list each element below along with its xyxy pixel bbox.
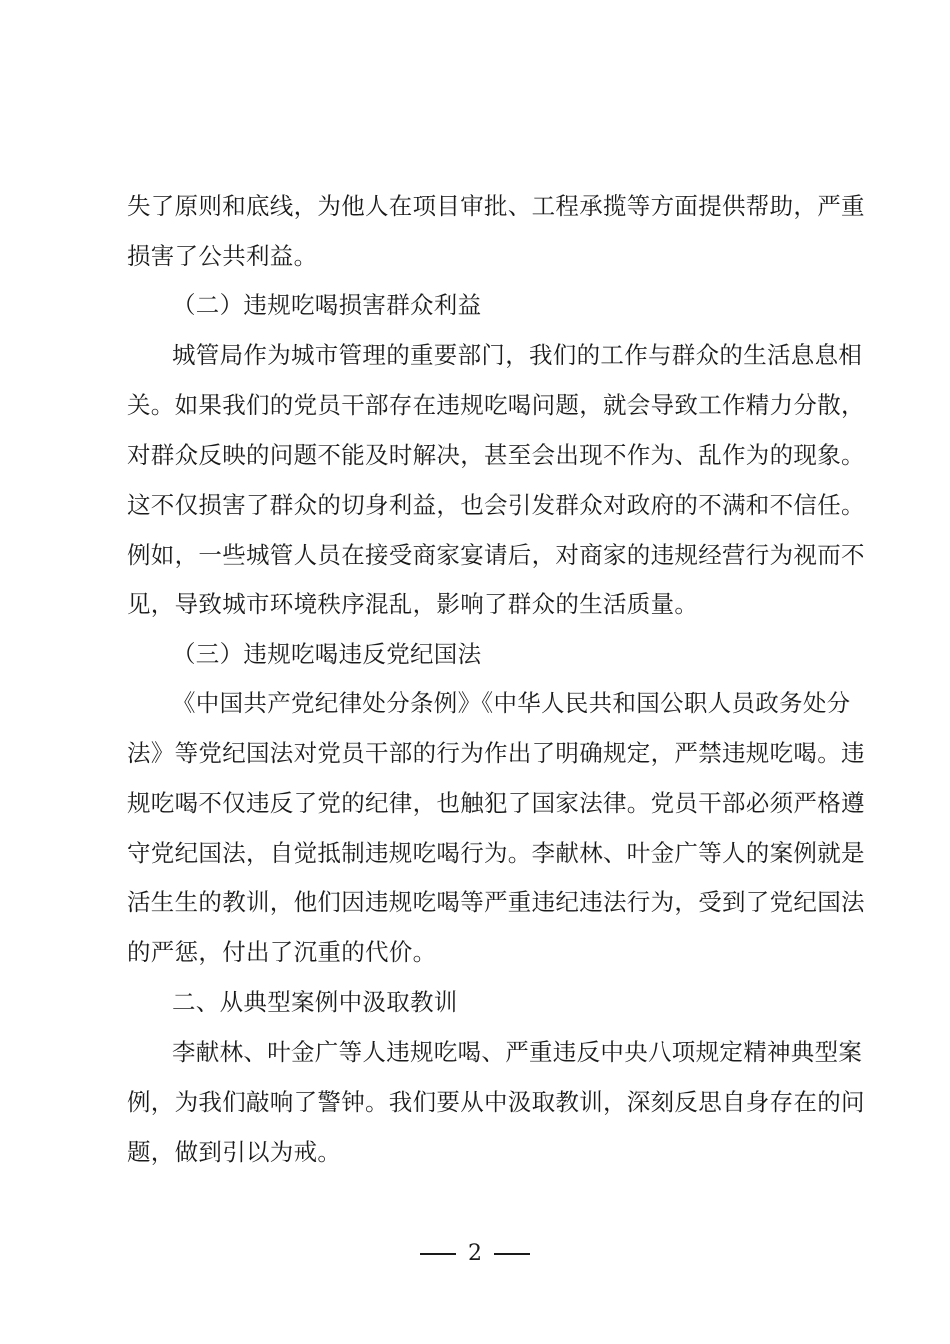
page-footer: [0, 1238, 950, 1270]
body-text-line: 城管局作为城市管理的重要部门，我们的工作与群众的生活息息相: [172, 341, 863, 369]
section-heading: 二、从典型案例中汲取教训: [172, 988, 458, 1016]
body-text-line: 对群众反映的问题不能及时解决，甚至会出现不作为、乱作为的现象。: [127, 441, 865, 469]
body-text-line: 法》等党纪国法对党员干部的行为作出了明确规定，严禁违规吃喝。违: [127, 739, 865, 767]
footer-dash-left: [420, 1253, 456, 1255]
body-text-line: 这不仅损害了群众的切身利益，也会引发群众对政府的不满和不信任。: [127, 491, 865, 519]
body-text-line: 活生生的教训，他们因违规吃喝等严重违纪违法行为，受到了党纪国法: [127, 888, 865, 916]
body-text-line: 例如，一些城管人员在接受商家宴请后，对商家的违规经营行为视而不: [127, 541, 865, 569]
body-text-line: 损害了公共利益。: [127, 242, 318, 270]
body-text-line: 李献林、叶金广等人违规吃喝、严重违反中央八项规定精神典型案: [172, 1038, 863, 1066]
body-text-line: 守党纪国法，自觉抵制违规吃喝行为。李献林、叶金广等人的案例就是: [127, 839, 865, 867]
section-heading: （三）违规吃喝违反党纪国法: [172, 640, 482, 668]
body-text-line: 关。如果我们的党员干部存在违规吃喝问题，就会导致工作精力分散，: [127, 391, 865, 419]
body-text-line: 例，为我们敲响了警钟。我们要从中汲取教训，深刻反思自身存在的问: [127, 1088, 865, 1116]
body-text-line: 失了原则和底线，为他人在项目审批、工程承揽等方面提供帮助，严重: [127, 192, 865, 220]
body-text-line: 《中国共产党纪律处分条例》《中华人民共和国公职人员政务处分: [172, 689, 851, 717]
footer-dash-right: [494, 1253, 530, 1255]
body-text-line: 的严惩，付出了沉重的代价。: [127, 938, 437, 966]
body-text-line: 规吃喝不仅违反了党的纪律，也触犯了国家法律。党员干部必须严格遵: [127, 789, 865, 817]
page-number: 2: [468, 1241, 482, 1266]
body-text-line: 题，做到引以为戒。: [127, 1138, 342, 1166]
section-heading: （二）违规吃喝损害群众利益: [172, 291, 482, 319]
body-text-line: 见，导致城市环境秩序混乱，影响了群众的生活质量。: [127, 590, 699, 618]
